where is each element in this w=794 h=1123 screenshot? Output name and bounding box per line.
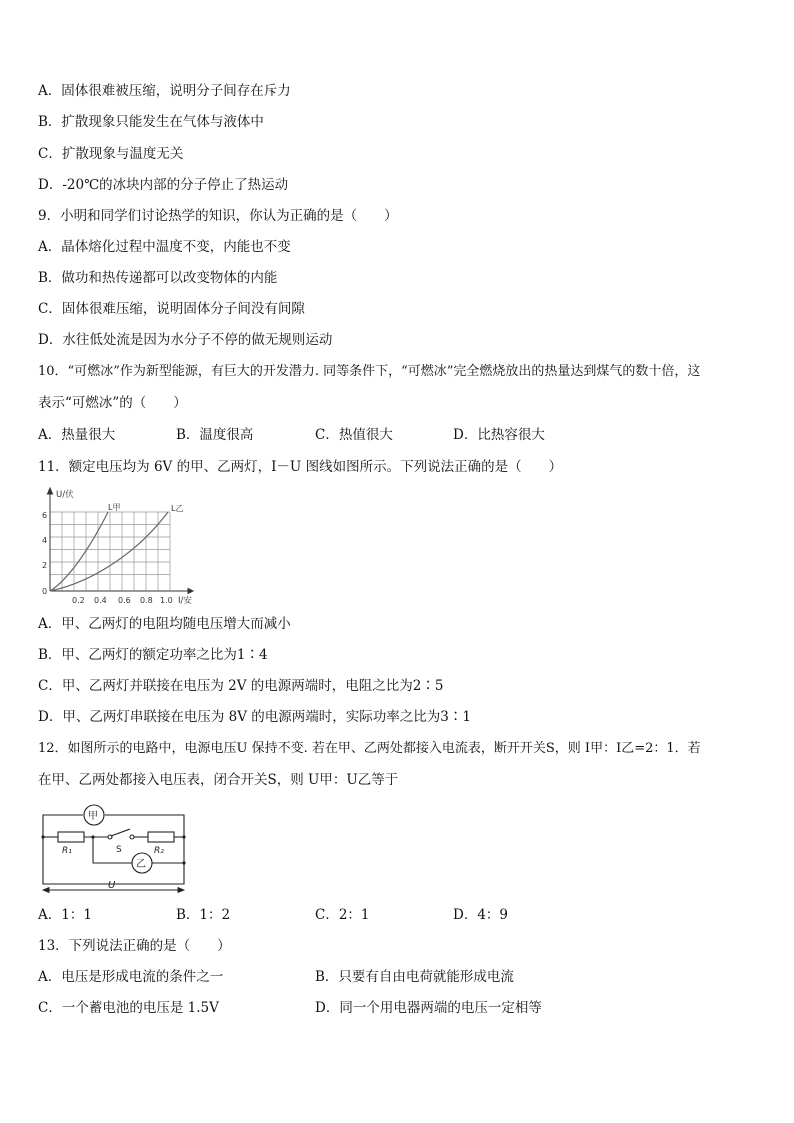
q13-option-b: B．只要有自由电荷就能形成电流 bbox=[315, 969, 514, 985]
r2-label: R₂ bbox=[154, 846, 164, 856]
q13-stem: 13．下列说法正确的是（ ） bbox=[38, 938, 231, 954]
q9-option-c: C．固体很难压缩，说明固体分子间没有间隙 bbox=[38, 301, 305, 317]
q10-option-c: C．热值很大 bbox=[315, 427, 393, 443]
q10-option-d: D．比热容很大 bbox=[453, 427, 545, 443]
meter-yi-label: 乙 bbox=[136, 859, 146, 870]
q12-option-d: D．4：9 bbox=[453, 907, 509, 923]
q10-option-b: B．温度很高 bbox=[176, 427, 254, 443]
graph-grid bbox=[50, 512, 170, 591]
curve-l-yi bbox=[50, 512, 168, 591]
q11-iu-graph bbox=[38, 484, 208, 610]
q12-circuit-diagram bbox=[38, 800, 194, 896]
y-axis-arrow-icon bbox=[48, 488, 53, 494]
x-tick-0-6: 0.6 bbox=[118, 596, 131, 605]
q8-option-c: C．扩散现象与温度无关 bbox=[38, 146, 184, 162]
voltage-u-label: U bbox=[108, 880, 116, 891]
q9-option-a: A．晶体熔化过程中温度不变，内能也不变 bbox=[38, 239, 291, 255]
meter-jia-label: 甲 bbox=[88, 811, 98, 822]
q9-option-d: D．水往低处流是因为水分子不停的做无规则运动 bbox=[38, 332, 333, 348]
q8-option-b: B．扩散现象只能发生在气体与液体中 bbox=[38, 114, 264, 130]
q13-option-d: D．同一个用电器两端的电压一定相等 bbox=[315, 1000, 542, 1016]
curve-label-yi: L乙 bbox=[171, 504, 184, 513]
x-tick-1-0: 1.0 bbox=[160, 596, 173, 605]
curve-l-jia bbox=[50, 512, 108, 591]
y-axis-label: U/伏 bbox=[56, 490, 74, 500]
q8-option-d: D．-20℃的冰块内部的分子停止了热运动 bbox=[38, 177, 289, 193]
x-tick-0-4: 0.4 bbox=[94, 596, 107, 605]
y-tick-2: 2 bbox=[42, 561, 48, 570]
x-axis-arrow-icon bbox=[188, 589, 193, 594]
switch-s-lever bbox=[111, 829, 130, 836]
q13-option-c: C．一个蓄电池的电压是 1.5V bbox=[38, 1000, 219, 1016]
q9-stem: 9．小明和同学们讨论热学的知识，你认为正确的是（ ） bbox=[38, 208, 398, 224]
switch-s-right-terminal bbox=[130, 835, 134, 839]
switch-s-label: S bbox=[116, 845, 122, 855]
curve-label-jia: L甲 bbox=[108, 503, 121, 512]
resistor-r2 bbox=[148, 832, 174, 842]
q10-stem-line2: 表示“可燃冰”的（ ） bbox=[38, 395, 187, 411]
q11-stem: 11．额定电压均为 6V 的甲、乙两灯，I－U 图线如图所示。下列说法正确的是（ ） bbox=[38, 459, 563, 475]
r1-label: R₁ bbox=[62, 846, 72, 856]
x-tick-0-2: 0.2 bbox=[72, 596, 85, 605]
y-tick-4: 4 bbox=[42, 536, 48, 545]
q11-option-a: A．甲、乙两灯的电阻均随电压增大而减小 bbox=[38, 616, 291, 632]
q12-stem-line1: 12．如图所示的电路中，电源电压U 保持不变. 若在甲、乙两处都接入电流表，断开开关S，则 I甲：I乙=2：1．若 bbox=[38, 741, 701, 756]
q8-option-a: A．固体很难被压缩，说明分子间存在斥力 bbox=[38, 83, 291, 99]
q10-stem-line1: 10．“可燃冰”作为新型能源，有巨大的开发潜力. 同等条件下，“可燃冰”完全燃烧放出的热量达到煤气的数十倍，这 bbox=[38, 364, 701, 379]
q10-option-a: A．热量很大 bbox=[38, 427, 116, 443]
x-axis-label: I/安 bbox=[178, 596, 192, 606]
y-tick-0: 0 bbox=[42, 587, 48, 596]
q11-option-c: C．甲、乙两灯并联接在电压为 2V 的电源两端时，电阻之比为2∶5 bbox=[38, 678, 444, 694]
q11-option-b: B．甲、乙两灯的额定功率之比为1∶4 bbox=[38, 647, 268, 663]
resistor-r1 bbox=[58, 832, 84, 842]
q13-option-a: A．电压是形成电流的条件之一 bbox=[38, 969, 224, 985]
q12-option-b: B．1：2 bbox=[176, 907, 231, 923]
q12-stem-line2: 在甲、乙两处都接入电压表，闭合开关S，则 U甲：U乙等于 bbox=[38, 772, 399, 788]
x-tick-0-8: 0.8 bbox=[140, 596, 153, 605]
q9-option-b: B．做功和热传递都可以改变物体的内能 bbox=[38, 270, 278, 286]
q12-option-a: A．1：1 bbox=[38, 907, 92, 923]
q12-option-c: C．2：1 bbox=[315, 907, 370, 923]
y-tick-6: 6 bbox=[42, 511, 48, 520]
q11-option-d: D．甲、乙两灯串联接在电压为 8V 的电源两端时，实际功率之比为3∶1 bbox=[38, 709, 471, 725]
